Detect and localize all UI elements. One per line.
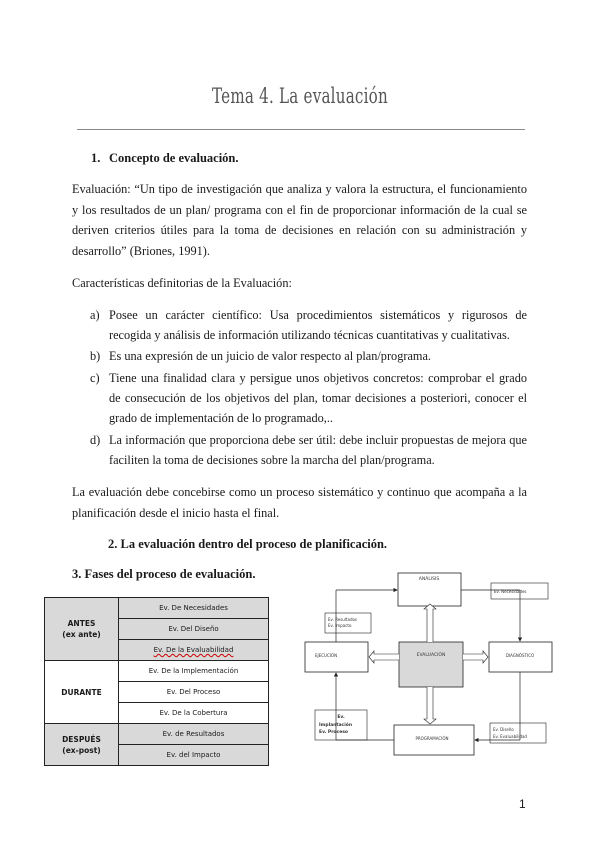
phase-name: DURANTE: [61, 687, 102, 697]
list-marker: d): [90, 433, 101, 447]
list-item: [90, 368, 527, 428]
list-item-text: Tiene una finalidad clara y persigue unos objetivos concretos: comprobar el grado de consecución de los objetivos del plan, tomar decisiones a posteriori, conocer el grado de implementación de lo programado,..: [109, 371, 527, 425]
phase-note: (ex-post): [62, 745, 101, 755]
diagnosis-label: DIAGNÓSTICO: [505, 653, 535, 658]
phase-item: Ev. del Impacto: [119, 745, 269, 766]
note-results-1: Ev. Resultados: [328, 617, 358, 622]
double-arrow-up: [424, 604, 436, 642]
phases-table: [44, 597, 269, 766]
list-item-text: Posee un carácter científico: Usa procedimientos sistemáticos y rigurosos de recogida y análisis de información utilizando técnicas cuantitativas y cualitativas.: [109, 308, 527, 342]
table-row: [45, 661, 269, 682]
phase-item: Ev. De la Implementación: [119, 661, 269, 682]
list-marker: a): [90, 308, 100, 322]
double-arrow-left: [369, 651, 399, 663]
list-item-text: La información que proporciona debe ser útil: debe incluir propuestas de mejora que faciliten la toma de decisiones sobre la marcha del plan/programa.: [109, 433, 527, 467]
phase-item: Ev. De la Evaluabilidad: [119, 640, 269, 661]
closing-paragraph: La evaluación debe concebirse como un proceso sistemático y continuo que acompaña a la planificación desde el inicio hasta el final.: [72, 485, 527, 520]
definition-paragraph: Evaluación: “Un tipo de investigación que analiza y valora la estructura, el funcionamiento y los resultados de un plan/ programa con el fin de proporcionar información de la cual se deriven criterios útiles para la toma de decisiones en relación con su administración y desarrollo” (Briones, 1991).: [72, 182, 527, 258]
note-needs: Ev. Necesidades: [494, 589, 527, 594]
double-arrow-right: [463, 651, 488, 663]
phase-note: (ex ante): [62, 630, 101, 639]
phase-item: Ev. Del Diseño: [119, 619, 269, 640]
double-arrow-down: [424, 687, 436, 724]
phase-name: ANTES: [67, 619, 96, 628]
note-implementation-1: Ev.: [337, 715, 345, 720]
section-3-heading: 3. Fases del proceso de evaluación.: [72, 567, 256, 581]
execution-label: EJECUCIÓN: [315, 653, 338, 658]
section-1-number: 1.: [91, 151, 101, 165]
programming-label: PROGRAMACIÓN: [415, 736, 449, 741]
phase-item: Ev. de Resultados: [119, 724, 269, 745]
note-results-2: Ev. Impacto: [328, 623, 352, 628]
note-design-1: Ev. Diseño: [493, 727, 514, 732]
title-divider: [77, 129, 525, 130]
note-design-2: Ev. Evaluabilidad: [493, 734, 527, 739]
note-implementation-2: Implantación: [319, 723, 353, 728]
phase-item: Ev. Del Proceso: [119, 682, 269, 703]
list-item: [90, 305, 527, 345]
section-2-heading: 2. La evaluación dentro del proceso de planificación.: [108, 537, 388, 551]
note-implementation-3: Ev. Proceso: [319, 730, 349, 735]
page-number: 1: [519, 797, 526, 811]
list-item: [90, 346, 527, 366]
analysis-label: ANÁLISIS: [418, 577, 440, 582]
list-item: [90, 430, 527, 470]
phase-cell: [45, 661, 119, 724]
table-row: [45, 724, 269, 745]
list-marker: c): [90, 371, 100, 385]
evaluation-label: EVALUACIÓN: [416, 653, 446, 658]
evaluation-box: [399, 642, 463, 687]
phase-cell: [45, 724, 119, 766]
list-item-text: Es una expresión de un juicio de valor respecto al plan/programa.: [109, 349, 432, 363]
list-marker: b): [90, 349, 101, 363]
phase-item: Ev. De Necesidades: [119, 598, 269, 619]
section-1-heading: Concepto de evaluación.: [109, 151, 239, 165]
table-row: [45, 598, 269, 619]
phase-item: Ev. De la Cobertura: [119, 703, 269, 724]
page-title: Tema 4. La evaluación: [212, 84, 388, 108]
phase-cell: [45, 598, 119, 661]
characteristics-intro: Características definitorias de la Evaluación:: [72, 276, 292, 290]
phase-name: DESPUÉS: [62, 734, 101, 744]
planning-cycle-diagram: [300, 568, 570, 768]
